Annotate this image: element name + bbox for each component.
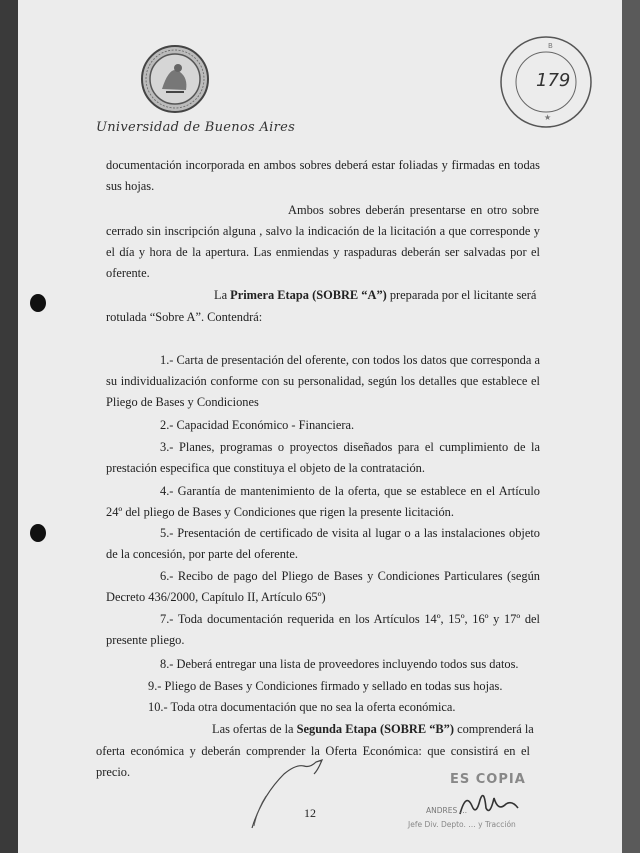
svg-text:★: ★ bbox=[544, 113, 552, 122]
text-line: el día y hora de la apertura. Las enmiendas y raspaduras deberán ser salvadas por el bbox=[106, 245, 540, 259]
text-run: comprenderá la bbox=[453, 722, 534, 736]
list-item-6: 6.- Recibo de pago del Pliego de Bases y Condiciones Particulares (según bbox=[160, 569, 540, 583]
text-line: Ambos sobres deberán presentarse en otro sobre bbox=[288, 203, 539, 217]
university-name: Universidad de Buenos Aires bbox=[96, 120, 296, 135]
segunda-etapa-heading: Segunda Etapa (SOBRE “B”) bbox=[296, 722, 454, 736]
text-line: cerrado sin inscripción alguna , salvo la indicación de la licitación a que corresponde y bbox=[106, 224, 540, 238]
text-run: Las ofertas de la bbox=[212, 722, 297, 736]
list-item-4: 4.- Garantía de mantenimiento de la oferta, que se establece en el Artículo bbox=[160, 484, 540, 498]
text-line: sus hojas. bbox=[106, 179, 155, 193]
signer-name: ANDRES … bbox=[426, 806, 468, 815]
text-line: documentación incorporada en ambos sobres deberá estar foliadas y firmadas en todas bbox=[106, 158, 540, 172]
text-line: oferta económica y deberán comprender la Oferta Económica: que consistirá en el bbox=[96, 744, 530, 758]
list-item-2: 2.- Capacidad Económico - Financiera. bbox=[160, 418, 355, 432]
text-line-segunda-etapa bbox=[212, 722, 534, 737]
text-line: presente pliego. bbox=[106, 633, 185, 647]
text-line: oferente. bbox=[106, 266, 150, 280]
list-item-1: 1.- Carta de presentación del oferente, con todos los datos que corresponda a bbox=[160, 353, 540, 367]
copy-stamp: ES COPIA bbox=[450, 772, 526, 787]
text-line: de la concesión, por parte del oferente. bbox=[106, 547, 298, 561]
page-edge bbox=[622, 0, 640, 853]
text-line-primera-etapa bbox=[214, 288, 536, 303]
signer-title: Jefe Div. Depto. … y Tracción bbox=[408, 820, 516, 829]
text-run: preparada por el licitante será bbox=[386, 288, 537, 302]
punch-hole-top bbox=[30, 294, 46, 312]
text-line: precio. bbox=[96, 765, 131, 779]
text-line: rotulada “Sobre A”. Contendrá: bbox=[106, 310, 263, 324]
primera-etapa-heading: Primera Etapa (SOBRE “A”) bbox=[230, 288, 387, 302]
svg-text:B: B bbox=[548, 42, 553, 50]
list-item-7: 7.- Toda documentación requerida en los Artículos 14º, 15º, 16º y 17º del bbox=[160, 612, 540, 626]
folio-number: 179 bbox=[536, 70, 571, 91]
text-line: Decreto 436/2000, Capítulo II, Artículo 65º) bbox=[106, 590, 326, 604]
text-line: Pliego de Bases y Condiciones bbox=[106, 395, 259, 409]
list-item-3: 3.- Planes, programas o proyectos diseñados para el cumplimiento de la bbox=[160, 440, 540, 454]
text-line: su individualización conforme con su personalidad, según los detalles que establece el bbox=[106, 374, 540, 388]
text-run: La bbox=[214, 288, 231, 302]
page-number: 12 bbox=[304, 806, 316, 820]
list-item-8: 8.- Deberá entregar una lista de proveedores incluyendo todos sus datos. bbox=[160, 657, 519, 671]
list-item-9: 9.- Pliego de Bases y Condiciones firmado y sellado en todas sus hojas. bbox=[148, 679, 503, 693]
text-line: prestación especifica que constituya el objeto de la contratación. bbox=[106, 461, 425, 475]
list-item-10: 10.- Toda otra documentación que no sea la oferta económica. bbox=[148, 700, 456, 714]
punch-hole-bottom bbox=[30, 524, 46, 542]
university-seal-icon bbox=[140, 44, 210, 114]
text-line: 24º del pliego de Bases y Condiciones que rigen la presente licitación. bbox=[106, 505, 454, 519]
list-item-5: 5.- Presentación de certificado de visita al lugar o a las instalaciones objeto bbox=[160, 526, 540, 540]
